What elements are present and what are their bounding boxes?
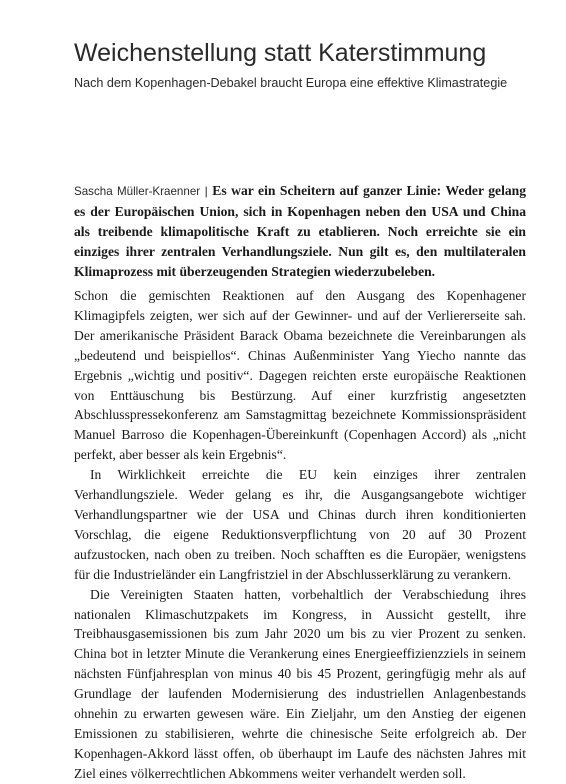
article-body [74, 286, 526, 784]
lead-text: Es war ein Scheitern auf ganzer Linie: Weder gelang es der Europäischen Union, sich in Kopenhagen neben den USA und China als treibende klimapolitische Kraft zu etablieren. Noch erreichte sie ein einziges ihrer zentralen Verhandlungsziele. Nun gilt es, den multilateralen Klimaprozess mit überzeugenden Strategien wiederzubeleben. [74, 183, 526, 279]
author-name: Sascha Müller-Kraenner [74, 185, 201, 198]
author-separator: | [204, 184, 208, 198]
body-paragraph: Die Vereinigten Staaten hatten, vorbehaltlich der Verabschiedung ihres nationalen Klimaschutzpakets im Kongress, in Aussicht gestellt, ihre Treibhausgasemissionen bis zum Jahr 2020 um bis zu vier Prozent zu senken. China bot in letzter Minute die Verankerung eines Energieeffizienzziels in seinem nächsten Fünfjahresplan von minus 40 bis 45 Prozent, geringfügig mehr als auf Grundlage der laufenden Modernisierung des industriellen Anlagenbestands ohnehin zu erwarten gewesen wäre. Ein Zieljahr, um den Anstieg der eigenen Emissionen zu stabilisieren, wehrte die chinesische Seite erfolgreich ab. Der Kopenhagen-Akkord lässt offen, ob überhaupt im Laufe des nächsten Jahres mit Ziel eines völkerrechtlichen Abkommens weiter verhandelt werden soll. [74, 586, 526, 781]
article-title: Weichenstellung statt Katerstimmung [74, 39, 487, 67]
article-subtitle: Nach dem Kopenhagen-Debakel braucht Europa eine effektive Klimastrategie [74, 76, 508, 90]
body-paragraph: Schon die gemischten Reaktionen auf den Ausgang des Kopenhagener Klimagipfels zeigten, wer sich auf der Gewinner- und auf der Verliererseite sah. Der amerikanische Präsident Barack Obama bezeichnete die Vereinbarungen als „bedeutend und beispiellos“. Chinas Außenminister Yang Yiecho nannte das Ergebnis „wichtig und positiv“. Dagegen reichten erste europäische Reaktionen von Enttäuschung bis Bestürzung. Auf einer kurzfristig angesetzten Abschlusspressekonferenz am Samstagmittag bezeichnete Kommissionspräsident Manuel Barroso die Kopenhagen-Übereinkunft (Copenhagen Accord) als „nicht perfekt, aber besser als kein Ergebnis“. [74, 288, 526, 463]
body-paragraph: In Wirklichkeit erreichte die EU kein einziges ihrer zentralen Verhandlungsziele. Weder gelang es ihr, die Ausgangsangebote wichtiger Verhandlungspartner wie der USA und Chinas durch ihren konditionierten Vorschlag, die eigene Reduktionsverpflichtung von 20 auf 30 Prozent aufzustocken, nach oben zu treiben. Noch schafften es die Europäer, wenigstens für die Industrieländer ein Langfristziel in der Abschlusserklärung zu verankern. [74, 467, 526, 582]
article-lead [74, 181, 526, 282]
